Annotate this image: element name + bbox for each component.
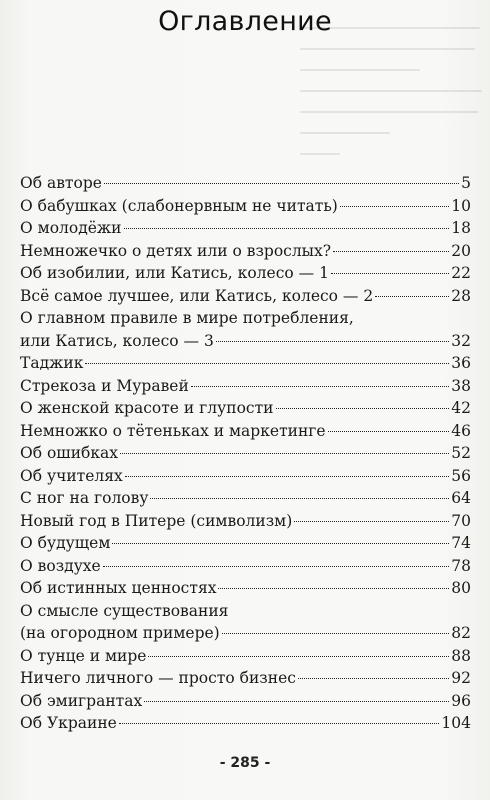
dot-leader	[148, 656, 449, 657]
dot-leader	[124, 228, 450, 229]
toc-entry	[20, 577, 471, 600]
dot-leader	[375, 296, 449, 297]
toc-entry-page: 78	[451, 556, 471, 575]
dot-leader	[216, 341, 449, 342]
toc-entry-row	[20, 285, 471, 308]
toc-entry	[20, 600, 471, 645]
toc-entry-page: 20	[451, 241, 471, 260]
toc-entry-row	[20, 645, 471, 668]
dot-leader	[104, 183, 459, 184]
toc-entry-title: О тунце и мире	[20, 646, 147, 665]
toc-entry-page: 38	[451, 376, 471, 395]
dot-leader	[150, 498, 449, 499]
toc-entry-title: или Катись, колесо — 3	[20, 331, 214, 350]
dot-leader	[103, 566, 450, 567]
toc-entry-row	[20, 240, 471, 263]
toc-entry-row	[20, 577, 471, 600]
toc-entry-page: 96	[451, 691, 471, 710]
toc-entry	[20, 667, 471, 690]
toc-entry	[20, 307, 471, 352]
dot-leader	[119, 723, 440, 724]
toc-entry-page: 52	[451, 444, 471, 462]
page-number: - 285 -	[219, 755, 271, 771]
toc-entry-page: 64	[451, 489, 471, 507]
toc-entry-row	[20, 352, 471, 375]
toc-entry-title: Всё самое лучшее, или Катись, колесо — 2	[20, 286, 374, 305]
toc-entry	[20, 712, 471, 735]
toc-entry-page: 18	[451, 219, 471, 237]
toc-entry-row	[20, 217, 471, 240]
toc-entry	[20, 262, 471, 285]
toc-entry	[20, 645, 471, 668]
toc-entry-title: Стрекоза и Муравей	[20, 376, 189, 395]
toc-entry-title: (на огородном примере)	[20, 624, 220, 642]
toc-entry-title: Ничего личного — просто бизнес	[20, 669, 296, 687]
dot-leader	[333, 251, 449, 252]
toc-entry-title: Об эмигрантах	[20, 691, 143, 710]
toc-entry-row	[20, 622, 471, 645]
toc-entry-title: О воздухе	[20, 556, 101, 575]
toc-entry-row	[20, 375, 471, 398]
dot-leader	[125, 476, 449, 477]
toc-entry	[20, 420, 471, 443]
toc-entry-title: Об истинных ценностях	[20, 579, 217, 597]
toc-entry	[20, 285, 471, 308]
toc-entry-row	[20, 442, 471, 465]
toc-entry-page: 104	[441, 714, 471, 732]
toc-entry-row	[20, 712, 471, 735]
toc-entry-row	[20, 555, 471, 578]
dot-leader	[112, 543, 449, 544]
toc-entry-title: С ног на голову	[20, 489, 149, 507]
toc-entry	[20, 172, 471, 195]
toc-entry	[20, 195, 471, 218]
toc-entry-title: Об изобилии, или Катись, колесо — 1	[20, 264, 329, 282]
toc-entry-title: О бабушках (слабонервным не читать)	[20, 196, 338, 215]
dot-leader	[298, 678, 449, 679]
dot-leader	[331, 273, 449, 274]
toc-entry-title: Немножко о тётеньках и маркетинге	[20, 421, 326, 440]
dot-leader	[191, 386, 449, 387]
toc-entry-row	[20, 690, 471, 713]
toc-entry-page: 28	[451, 286, 471, 305]
toc-entry	[20, 352, 471, 375]
dot-leader	[144, 701, 449, 702]
toc-entry-title: Немножечко о детях или о взрослых?	[20, 241, 332, 260]
dot-leader	[85, 363, 449, 364]
dot-leader	[120, 453, 449, 454]
toc-entry-page: 42	[451, 399, 471, 417]
toc-entry	[20, 555, 471, 578]
toc-entry-row	[20, 330, 471, 353]
toc-entry	[20, 397, 471, 420]
toc-entry-page: 74	[451, 534, 471, 552]
toc-entry-row	[20, 532, 471, 555]
page-title: Оглавление	[158, 6, 332, 37]
toc-entry	[20, 690, 471, 713]
dot-leader	[328, 431, 450, 432]
toc-entry-page: 36	[451, 354, 471, 372]
toc-entry-page: 32	[451, 331, 471, 350]
dot-leader	[294, 521, 449, 522]
dot-leader	[218, 588, 449, 589]
toc-entry-page: 88	[451, 646, 471, 665]
toc-entry-row	[20, 510, 471, 533]
toc-entry-title: О молодёжи	[20, 219, 122, 237]
toc-entry-page: 80	[451, 579, 471, 597]
toc-entry	[20, 510, 471, 533]
toc-entry-row	[20, 397, 471, 420]
toc-entry-title: О женской красоте и глупости	[20, 399, 274, 417]
toc-entry-page: 10	[451, 196, 471, 215]
toc-entry-row	[20, 195, 471, 218]
toc-entry-title: Таджик	[20, 354, 84, 372]
toc-entry	[20, 375, 471, 398]
toc-entry-title: Об учителях	[20, 466, 123, 485]
toc-entry-row	[20, 487, 471, 510]
toc-entry-title: Новый год в Питере (символизм)	[20, 511, 293, 530]
toc-entry-row	[20, 667, 471, 690]
toc-entry	[20, 240, 471, 263]
dot-leader	[276, 408, 450, 409]
table-of-contents	[20, 172, 471, 735]
toc-entry-page: 56	[451, 466, 471, 485]
toc-entry-page: 46	[451, 421, 471, 440]
toc-entry-page: 70	[451, 511, 471, 530]
toc-entry	[20, 465, 471, 488]
toc-entry-title: Об авторе	[20, 174, 102, 192]
toc-entry	[20, 442, 471, 465]
dot-leader	[222, 633, 450, 634]
toc-entry-title: О будущем	[20, 534, 111, 552]
toc-entry-title: Об Украине	[20, 714, 117, 732]
toc-entry-row	[20, 262, 471, 285]
toc-entry-row	[20, 172, 471, 195]
toc-entry	[20, 487, 471, 510]
dot-leader	[340, 206, 449, 207]
toc-entry-row	[20, 420, 471, 443]
toc-entry-title: Об ошибках	[20, 444, 119, 462]
toc-entry	[20, 532, 471, 555]
toc-entry-title-line: О смысле существования	[20, 601, 229, 620]
toc-entry-page: 82	[451, 624, 471, 642]
toc-entry-row	[20, 465, 471, 488]
toc-entry-title-line: О главном правиле в мире потребления,	[20, 309, 354, 327]
toc-entry-page: 5	[461, 174, 471, 192]
toc-entry	[20, 217, 471, 240]
toc-entry-page: 22	[451, 264, 471, 282]
toc-entry-page: 92	[451, 669, 471, 687]
